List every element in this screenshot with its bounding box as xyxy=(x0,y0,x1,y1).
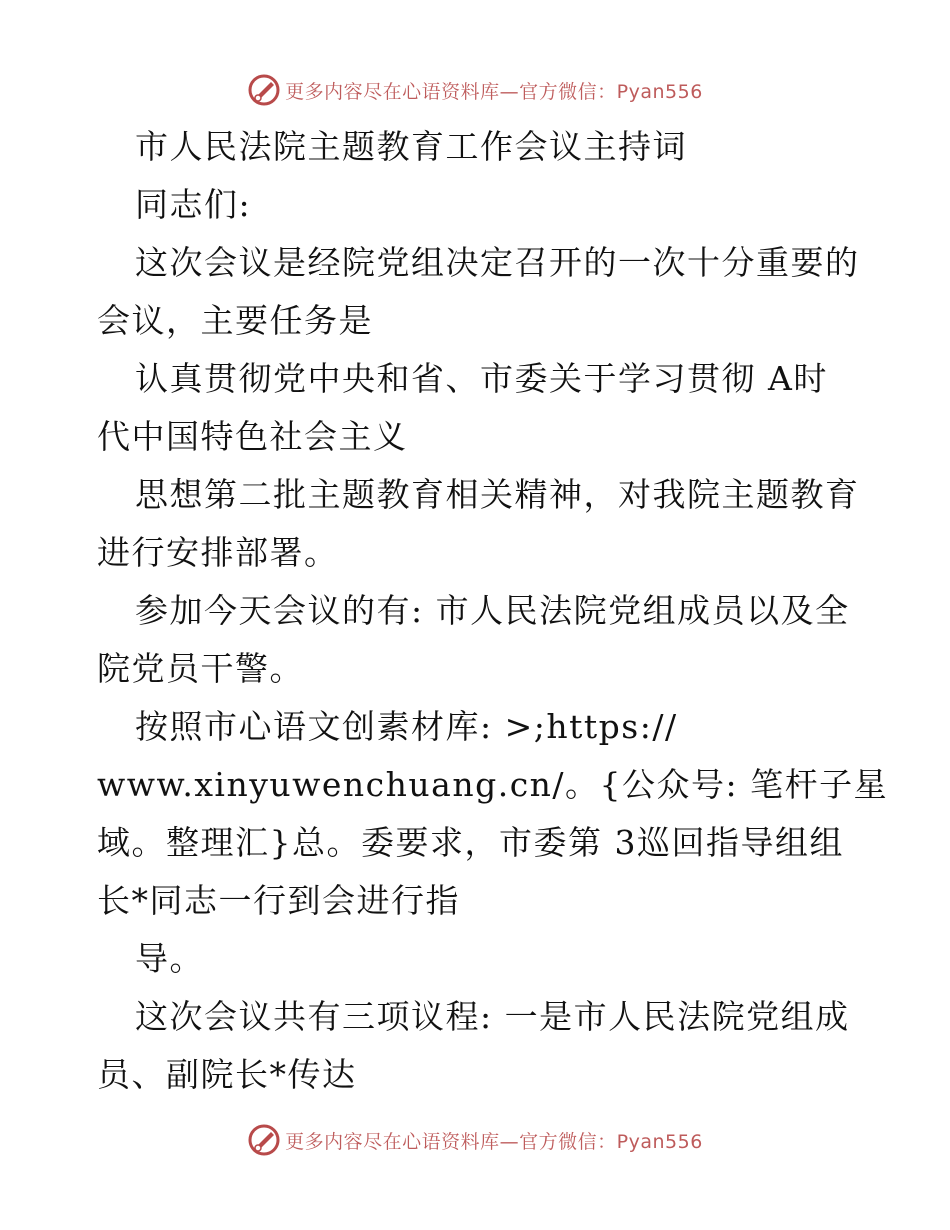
paragraph-line: 认真贯彻党中央和省、市委关于学习贯彻 A时 xyxy=(135,359,828,398)
pen-nib-logo-icon xyxy=(247,1123,281,1157)
paragraph-line: 员、副院长*传达 xyxy=(97,1055,357,1094)
document-title: 市人民法院主题教育工作会议主持词 xyxy=(135,127,687,166)
paragraph-line: 域。整理汇}总。委要求，市委第 3巡回指导组组 xyxy=(97,823,844,862)
paragraph-line: www.xinyuwenchuang.cn/。{公众号: 笔杆子星 xyxy=(97,765,889,804)
paragraph-line: 长*同志一行到会进行指 xyxy=(97,881,460,920)
header-watermark-banner xyxy=(0,70,950,110)
paragraph-line: 按照市心语文创素材库: >;https:// xyxy=(135,707,678,746)
document-body xyxy=(97,118,889,1104)
pen-nib-logo-icon xyxy=(247,73,281,107)
paragraph-line: 参加今天会议的有: 市人民法院党组成员以及全 xyxy=(135,591,850,630)
paragraph-line: 代中国特色社会主义 xyxy=(97,417,408,456)
paragraph-line: 进行安排部署。 xyxy=(97,533,339,572)
salutation: 同志们: xyxy=(135,185,252,224)
paragraph-line: 思想第二批主题教育相关精神，对我院主题教育 xyxy=(135,475,860,514)
footer-watermark-banner xyxy=(0,1120,950,1160)
paragraph-line: 这次会议是经院党组决定召开的一次十分重要的 xyxy=(135,243,860,282)
paragraph-line: 院党员干警。 xyxy=(97,649,304,688)
paragraph-line: 导。 xyxy=(135,939,204,978)
paragraph-line: 会议，主要任务是 xyxy=(97,301,373,340)
paragraph-line: 这次会议共有三项议程: 一是市人民法院党组成 xyxy=(135,997,850,1036)
footer-watermark-text: 更多内容尽在心语资料库—官方微信：Pyan556 xyxy=(285,1130,703,1153)
header-watermark-text: 更多内容尽在心语资料库—官方微信：Pyan556 xyxy=(285,80,703,103)
